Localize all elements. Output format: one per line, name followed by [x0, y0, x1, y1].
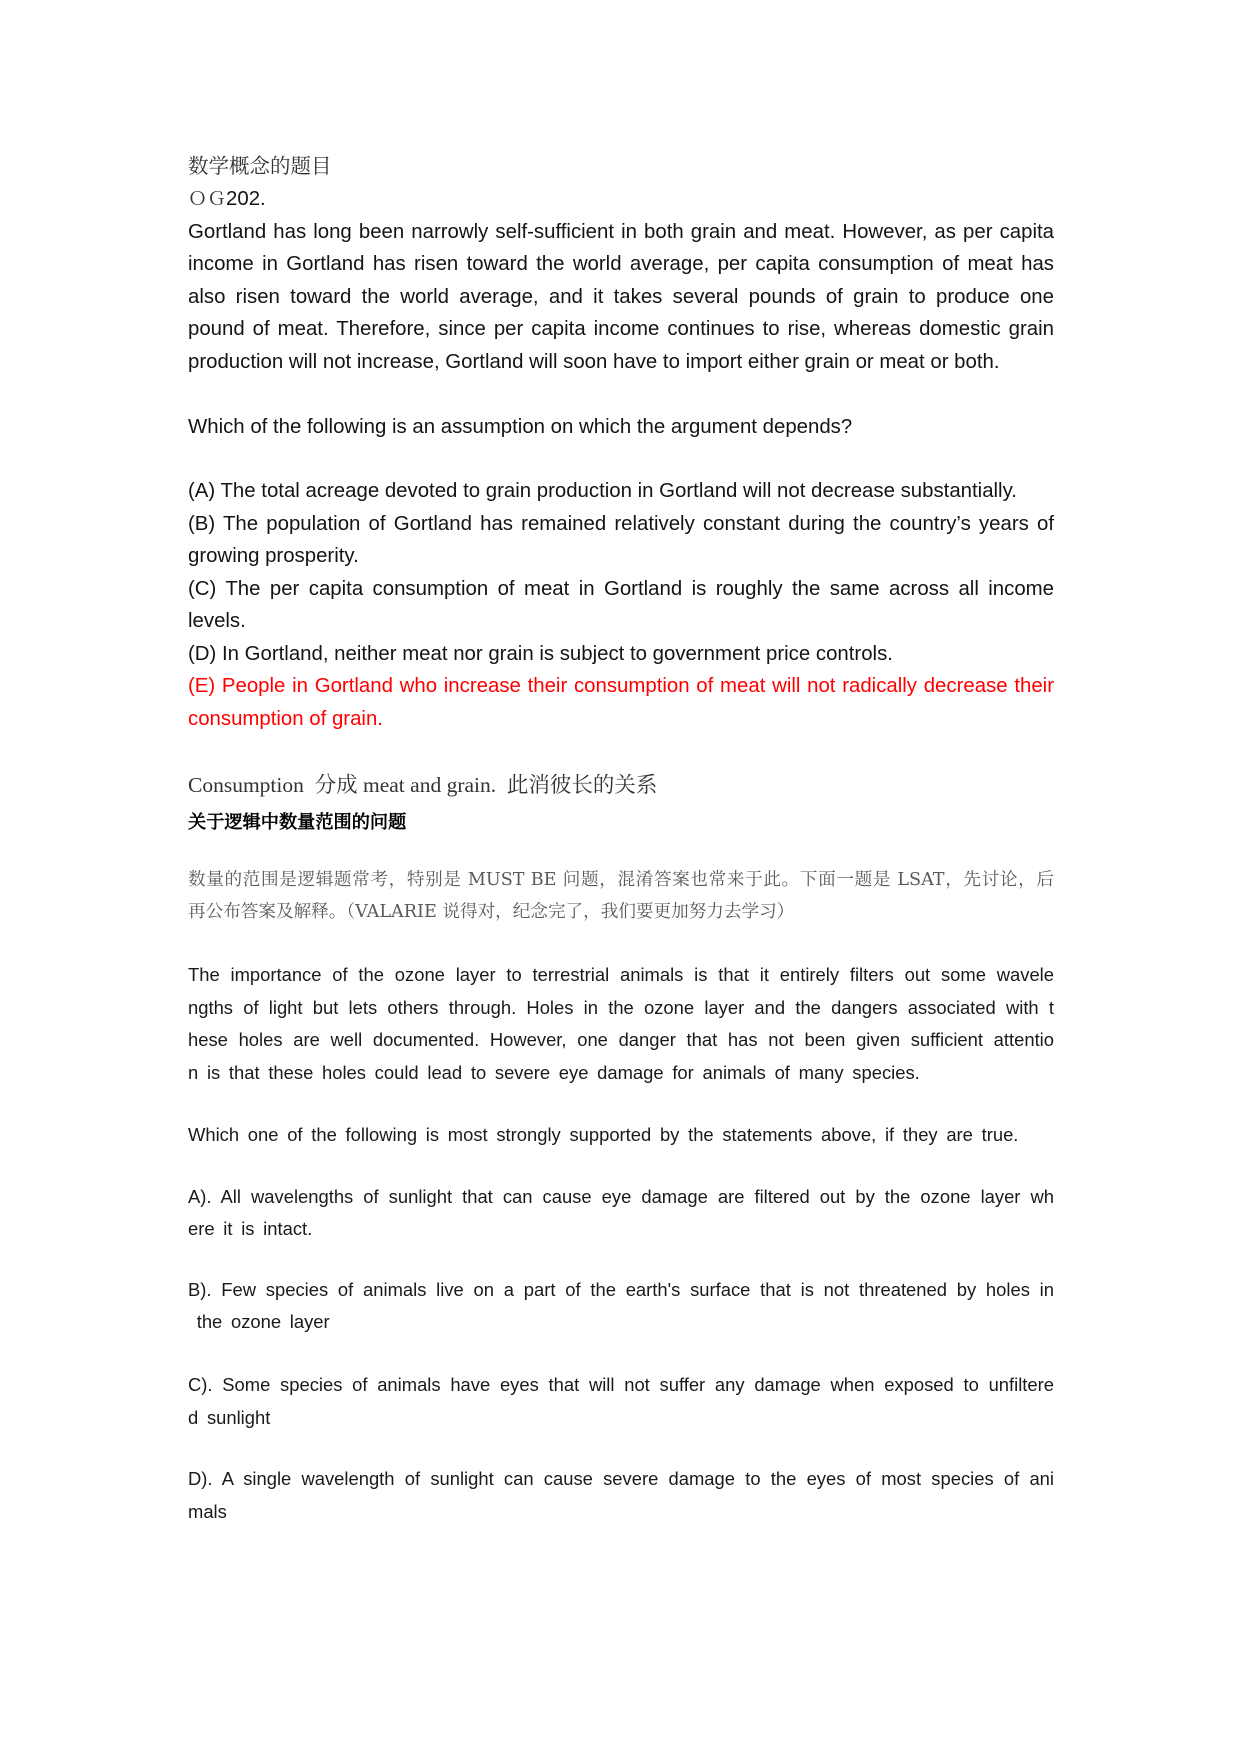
passage	[188, 959, 1054, 1089]
option-line: (A) The total acreage devoted to grain production in Gortland will not decrease substantially.	[188, 480, 1017, 503]
source-label	[188, 183, 1054, 216]
option-line: (B) The population of Gortland has remained relatively constant during the country’s years of	[188, 512, 1054, 535]
passage-line: ngths of light but lets others through. Holes in the ozone layer and the dangers associated with t	[188, 996, 1054, 1018]
option-d	[188, 1463, 1054, 1528]
question	[188, 411, 1054, 444]
source-prefix: ＯＧ	[188, 188, 227, 210]
option-b	[188, 508, 1054, 573]
answer-options	[188, 475, 1054, 735]
passage-line: income in Gortland has risen toward the world average, per capita consumption of meat has	[188, 253, 1054, 275]
analysis-note: Consumption 分成 meat and grain. 此消彼长的关系	[188, 772, 658, 797]
intro-paragraph	[188, 865, 1054, 928]
option-b	[188, 1274, 1054, 1339]
option-line: C). Some species of animals have eyes that will not suffer any damage when exposed to unfiltere	[188, 1374, 1054, 1395]
passage-line: production will not increase, Gortland will soon have to import either grain or meat or both.	[188, 350, 1000, 373]
section-heading: 关于逻辑中数量范围的问题	[188, 811, 407, 833]
passage-line: also risen toward the world average, and it takes several pounds of grain to produce one	[188, 285, 1054, 308]
option-line: D). A single wavelength of sunlight can cause severe damage to the eyes of most species of ani	[188, 1468, 1054, 1490]
option-line: ere it is intact.	[188, 1218, 313, 1240]
passage-line: pound of meat. Therefore, since per capita income continues to rise, whereas domestic grain	[188, 318, 1054, 340]
option-e-correct-answer	[188, 670, 1054, 735]
section-title: 数学概念的题目	[188, 153, 332, 178]
question	[188, 1119, 1054, 1152]
passage-line: Gortland has long been narrowly self-sufficient in both grain and meat. However, as per capita	[188, 220, 1054, 243]
option-line: (E) People in Gortland who increase their consumption of meat will not radically decrease their	[188, 675, 1054, 698]
passage-line: The importance of the ozone layer to terrestrial animals is that it entirely filters out some wavele	[188, 964, 1054, 986]
question-text: Which one of the following is most strongly supported by the statements above, if they are true.	[188, 1124, 1019, 1146]
option-c	[188, 573, 1054, 638]
option-c	[188, 1369, 1054, 1434]
question-text: Which of the following is an assumption on which the argument depends?	[188, 415, 853, 438]
option-a	[188, 1181, 1054, 1246]
intro-line: 再公布答案及解释。（VALARIE 说得对，纪念完了，我们要更加努力去学习）	[188, 901, 795, 922]
passage	[188, 216, 1054, 379]
passage-line: n is that these holes could lead to severe eye damage for animals of many species.	[188, 1061, 920, 1083]
option-line: (D) In Gortland, neither meat nor grain is subject to government price controls.	[188, 642, 893, 665]
option-line: (C) The per capita consumption of meat in Gortland is roughly the same across all income	[188, 577, 1054, 600]
source-number: 202.	[226, 188, 266, 210]
option-line: levels.	[188, 610, 246, 633]
option-line: the ozone layer	[188, 1311, 330, 1333]
option-line: B). Few species of animals live on a part of the earth's surface that is not threatened by holes in	[188, 1278, 1054, 1300]
option-line: consumption of grain.	[188, 707, 383, 730]
option-d	[188, 638, 1054, 671]
option-a	[188, 475, 1054, 508]
passage-line: hese holes are well documented. However, one danger that has not been given sufficient attentio	[188, 1029, 1054, 1051]
option-line: A). All wavelengths of sunlight that can cause eye damage are filtered out by the ozone layer wh	[188, 1185, 1054, 1207]
intro-line: 数量的范围是逻辑题常考，特别是 MUST BE 问题，混淆答案也常来于此。下面一题是 LSAT，先讨论，后	[188, 870, 1054, 891]
option-line: mals	[188, 1500, 227, 1522]
option-line: d sunlight	[188, 1406, 271, 1428]
option-line: growing prosperity.	[188, 545, 359, 568]
